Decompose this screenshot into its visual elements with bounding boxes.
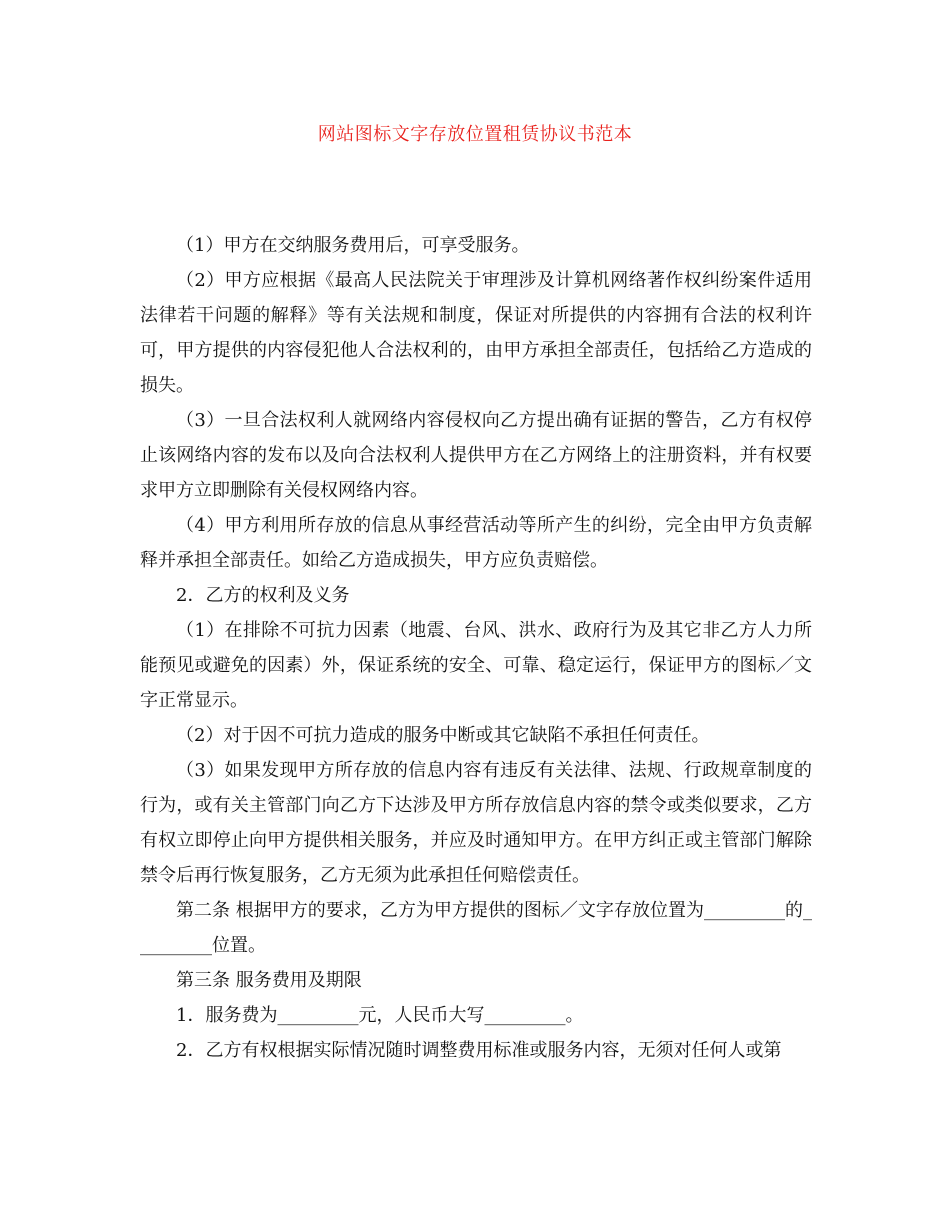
clause-paragraph: （4）甲方利用所存放的信息从事经营活动等所产生的纠纷，完全由甲方负责解释并承担全部责任。如给乙方造成损失，甲方应负责赔偿。 <box>140 515 812 571</box>
clause-paragraph: （2）甲方应根据《最高人民法院关于审理涉及计算机网络著作权纠纷案件适用法律若干问题的解释》等有关法规和制度，保证对所提供的内容拥有合法的权利许可，甲方提供的内容侵犯他人合法权利的，由甲方承担全部责任，包括给乙方造成的损失。 <box>140 270 812 396</box>
clause-paragraph: 1．服务费为_________元，人民币大写_________。 <box>176 1005 584 1026</box>
article-heading: 第三条 服务费用及期限 <box>176 970 362 991</box>
clause-paragraph: （1）甲方在交纳服务费用后，可享受服务。 <box>176 235 530 256</box>
clause-paragraph: （3）如果发现甲方所存放的信息内容有违反有关法律、法规、行政规章制度的行为，或有关主管部门向乙方下达涉及甲方所存放信息内容的禁令或类似要求，乙方有权立即停止向甲方提供相关服务，并应及时通知甲方。在甲方纠正或主管部门解除禁令后再行恢复服务，乙方无须为此承担任何赔偿责任。 <box>140 760 812 886</box>
document-body <box>140 228 812 1068</box>
clause-paragraph: （1）在排除不可抗力因素（地震、台风、洪水、政府行为及其它非乙方人力所能预见或避免的因素）外，保证系统的安全、可靠、稳定运行，保证甲方的图标／文字正常显示。 <box>140 620 812 711</box>
clause-paragraph: （3）一旦合法权利人就网络内容侵权向乙方提出确有证据的警告，乙方有权停止该网络内容的发布以及向合法权利人提供甲方在乙方网络上的注册资料，并有权要求甲方立即删除有关侵权网络内容。 <box>140 410 812 501</box>
document-title: 网站图标文字存放位置租赁协议书范本 <box>317 124 633 145</box>
clause-paragraph: 2．乙方有权根据实际情况随时调整费用标准或服务内容，无须对任何人或第 <box>176 1040 782 1061</box>
article-paragraph: 第二条 根据甲方的要求，乙方为甲方提供的图标／文字存放位置为_________的_________位置。 <box>140 900 812 956</box>
section-heading: 2．乙方的权利及义务 <box>176 585 350 606</box>
clause-paragraph: （2）对于因不可抗力造成的服务中断或其它缺陷不承担任何责任。 <box>176 725 710 746</box>
